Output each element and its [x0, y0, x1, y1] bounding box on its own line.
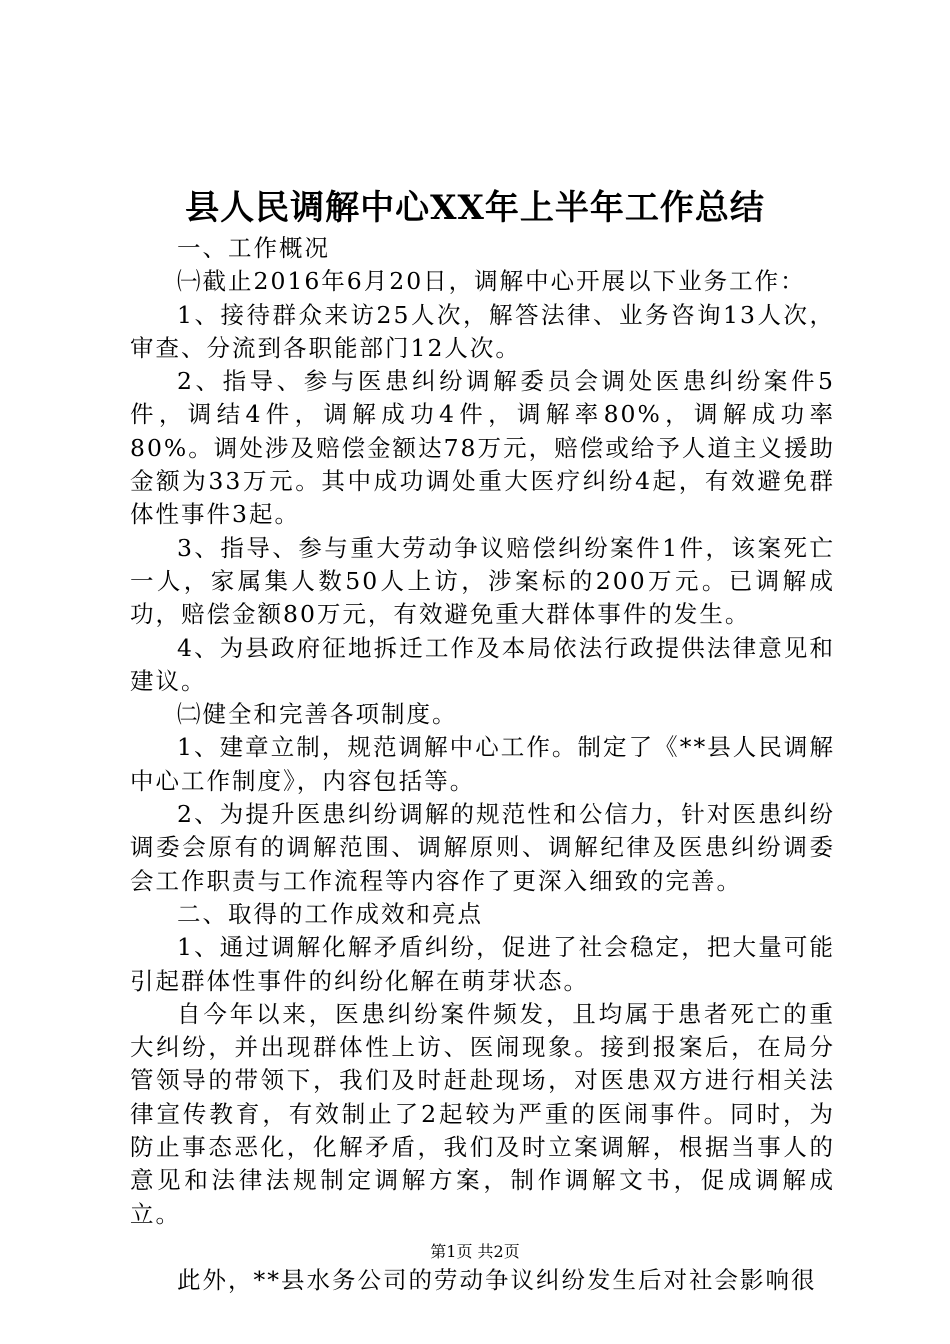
paragraph-item-2: 2、指导、参与医患纠纷调解委员会调处医患纠纷案件5件，调结4件，调解成功4件，调解率80%，调解成功率80%。调处涉及赔偿金额达78万元，赔偿或给予人道主义援助金额为33万元。其中成功调处重大医疗纠纷4起，有效避免群体性事件3起。: [130, 367, 835, 529]
subsection-heading-business: ㈠截止2016年6月20日，调解中心开展以下业务工作：: [177, 267, 806, 296]
paragraph-systems-1: 1、建章立制，规范调解中心工作。制定了《**县人民调解中心工作制度》，内容包括等。: [130, 733, 835, 795]
section-heading-results: 二、取得的工作成效和亮点: [177, 899, 483, 928]
paragraph-item-4: 4、为县政府征地拆迁工作及本局依法行政提供法律意见和建议。: [130, 633, 835, 695]
paragraph-continued: 此外，**县水务公司的劳动争议纠纷发生后对社会影响很: [177, 1265, 817, 1294]
document-title: 县人民调解中心XX年上半年工作总结: [185, 188, 765, 228]
document-body: [130, 232, 835, 1297]
paragraph-results-1: 1、通过调解化解矛盾纠纷，促进了社会稳定，把大量可能引起群体性事件的纠纷化解在萌芽状态。: [130, 933, 835, 995]
subsection-heading-systems: ㈡健全和完善各项制度。: [177, 700, 458, 729]
page-number-footer: 第1页 共2页: [430, 1242, 520, 1261]
paragraph-results-detail: 自今年以来，医患纠纷案件频发，且均属于患者死亡的重大纠纷，并出现群体性上访、医闹现象。接到报案后，在局分管领导的带领下，我们及时赶赴现场，对医患双方进行相关法律宣传教育，有效制止了2起较为严重的医闹事件。同时，为防止事态恶化，化解矛盾，我们及时立案调解，根据当事人的意见和法律法规制定调解方案，制作调解文书，促成调解成立。: [130, 999, 835, 1228]
paragraph-systems-2: 2、为提升医患纠纷调解的规范性和公信力，针对医患纠纷调委会原有的调解范围、调解原则、调解纪律及医患纠纷调委会工作职责与工作流程等内容作了更深入细致的完善。: [130, 800, 835, 895]
paragraph-item-3: 3、指导、参与重大劳动争议赔偿纠纷案件1件，该案死亡一人，家属集人数50人上访，涉案标的200万元。已调解成功，赔偿金额80万元，有效避免重大群体事件的发生。: [130, 533, 835, 629]
section-heading-overview: 一、工作概况: [177, 234, 330, 262]
paragraph-item-1: 1、接待群众来访25人次，解答法律、业务咨询13人次，审查、分流到各职能部门12人次。: [130, 300, 835, 362]
